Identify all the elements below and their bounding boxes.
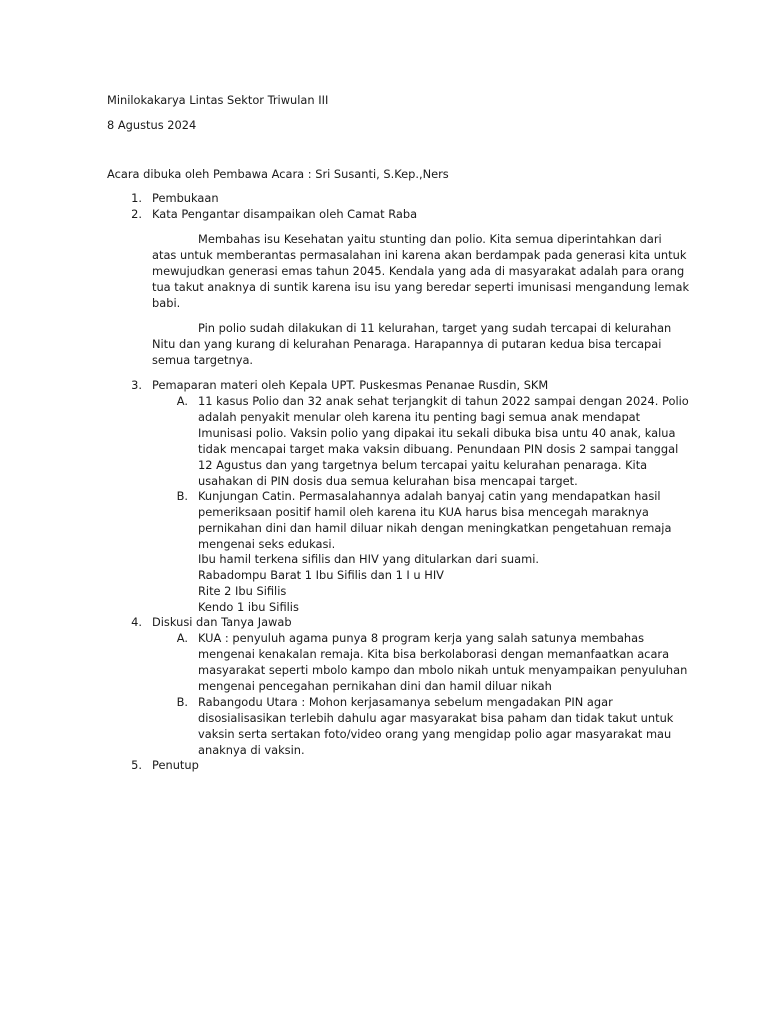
sub-item-line: Ibu hamil terkena sifilis dan HIV yang ditularkan dari suami. — [198, 552, 540, 566]
sub-item-letter: B. — [176, 489, 188, 503]
paragraph-line: mewujudkan generasi emas tahun 2045. Kendala yang ada di masyarakat adalah para orang — [152, 264, 685, 278]
paragraph-line: atas untuk memberantas permasalahan ini karena akan berdampak pada generasi kita untuk — [152, 248, 687, 262]
sub-item-line: vaksin serta sertakan foto/video orang yang mengidap polio agar masyarakat mau — [198, 727, 672, 741]
list-item-text: Pemaparan materi oleh Kepala UPT. Puskesmas Penanae Rusdin, SKM — [152, 378, 549, 392]
sub-item-line: masyarakat seperti mbolo kampo dan mbolo nikah untuk menyampaikan penyuluhan — [198, 663, 688, 677]
document-title: Minilokakarya Lintas Sektor Triwulan III — [107, 93, 329, 107]
sub-item-line: usahakan di PIN dosis dua semua kelurahan bisa mencapai target. — [198, 474, 578, 488]
list-item-number: 1. — [131, 191, 142, 205]
sub-item-line: Rabadompu Barat 1 Ibu Sifilis dan 1 I u HIV — [198, 568, 444, 582]
sub-item-line: tidak mencapai target maka vaksin dibuang. Penundaan PIN dosis 2 sampai tanggal — [198, 442, 679, 456]
document-date: 8 Agustus 2024 — [107, 118, 197, 132]
sub-item-line: mengenai pencegahan pernikahan dini dan hamil diluar nikah — [198, 679, 552, 693]
sub-item-line: anaknya di vaksin. — [198, 743, 305, 757]
sub-item-line: Kunjungan Catin. Permasalahannya adalah banyaj catin yang mendapatkan hasil — [198, 489, 661, 503]
sub-item-line: adalah penyakit menular oleh karena itu penting bagi semua anak mendapat — [198, 410, 641, 424]
sub-item-letter: A. — [176, 394, 188, 408]
sub-item-line: mengenai kenakalan remaja. Kita bisa berkolaborasi dengan memanfaatkan acara — [198, 647, 670, 661]
paragraph-line: semua targetnya. — [152, 353, 254, 367]
paragraph-line: babi. — [152, 296, 181, 310]
sub-item-line: Imunisasi polio. Vaksin polio yang dipakai itu sekali dibuka bisa untu 40 anak, kalua — [198, 426, 676, 440]
sub-item-line: disosialisasikan terlebih dahulu agar masyarakat bisa paham dan tidak takut untuk — [198, 711, 674, 725]
sub-item-letter: A. — [176, 631, 188, 645]
list-item-text: Pembukaan — [152, 191, 219, 205]
paragraph-line: Pin polio sudah dilakukan di 11 kelurahan, target yang sudah tercapai di kelurahan — [198, 321, 672, 335]
sub-item-line: mengenai seks edukasi. — [198, 537, 336, 551]
sub-item-line: Rite 2 Ibu Sifilis — [198, 584, 287, 598]
list-item-number: 3. — [131, 378, 142, 392]
list-item-text: Penutup — [152, 758, 199, 772]
paragraph-line: Nitu dan yang kurang di kelurahan Penaraga. Harapannya di putaran kedua bisa tercapai — [152, 337, 662, 351]
sub-item-line: 11 kasus Polio dan 32 anak sehat terjangkit di tahun 2022 sampai dengan 2024. Polio — [198, 394, 689, 408]
list-item-number: 4. — [131, 615, 142, 629]
list-item-text: Kata Pengantar disampaikan oleh Camat Raba — [152, 207, 418, 221]
paragraph-line: Membahas isu Kesehatan yaitu stunting dan polio. Kita semua diperintahkan dari — [198, 232, 662, 246]
sub-item-line: pernikahan dini dan hamil diluar nikah dengan meningkatkan pengetahuan remaja — [198, 521, 672, 535]
sub-item-line: 12 Agustus dan yang targetnya belum tercapai yaitu kelurahan penaraga. Kita — [198, 458, 648, 472]
sub-item-line: Rabangodu Utara : Mohon kerjasamanya sebelum mengadakan PIN agar — [198, 695, 613, 709]
list-item-text: Diskusi dan Tanya Jawab — [152, 615, 292, 629]
intro-text: Acara dibuka oleh Pembawa Acara : Sri Susanti, S.Kep.,Ners — [107, 167, 449, 181]
sub-item-letter: B. — [176, 695, 188, 709]
sub-item-line: pemeriksaan positif hamil oleh karena itu KUA harus bisa mencegah maraknya — [198, 505, 649, 519]
list-item-number: 2. — [131, 207, 142, 221]
sub-item-line: KUA : penyuluh agama punya 8 program kerja yang salah satunya membahas — [198, 631, 645, 645]
paragraph-line: tua takut anaknya di suntik karena isu isu yang beredar seperti imunisasi mengandung lemak — [152, 280, 690, 294]
sub-item-line: Kendo 1 ibu Sifilis — [198, 600, 299, 614]
list-item-number: 5. — [131, 758, 142, 772]
